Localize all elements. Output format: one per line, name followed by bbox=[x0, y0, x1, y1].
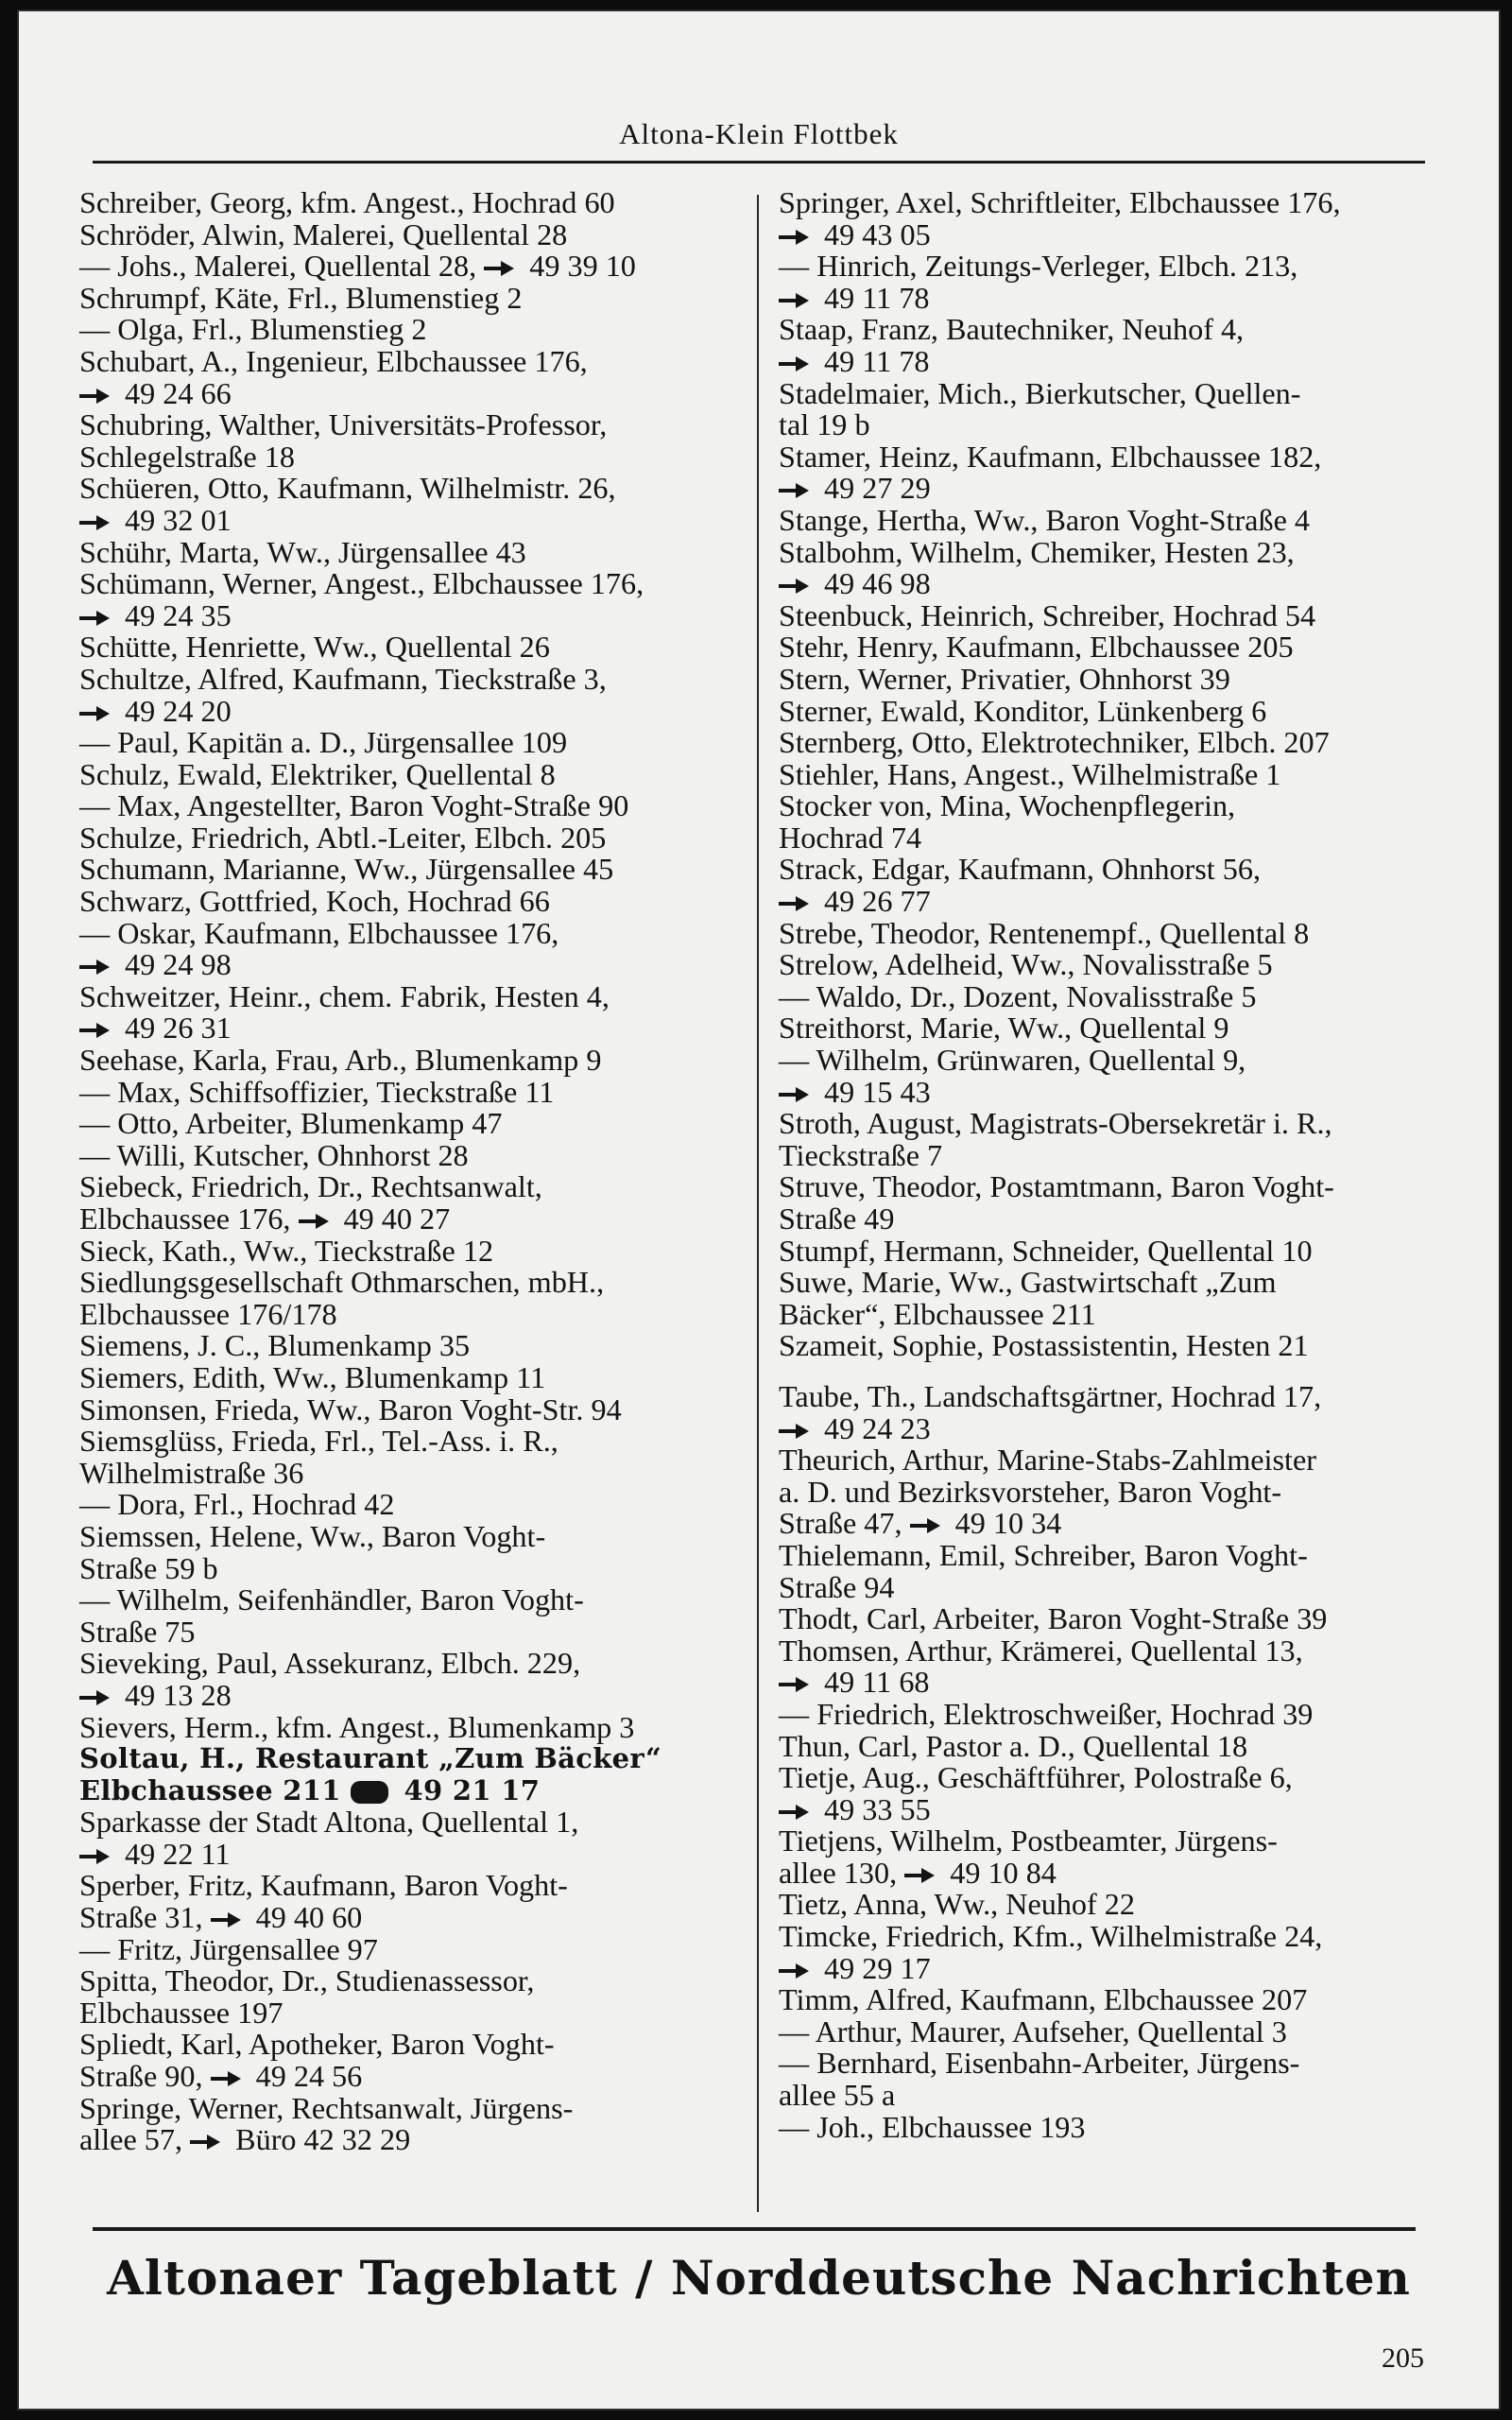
directory-entry bbox=[79, 314, 769, 346]
entry-line: — Johs., Malerei, Quellental 28, 49 39 10 bbox=[79, 249, 636, 284]
directory-entry bbox=[79, 1584, 769, 1648]
telephone-arrow-icon bbox=[779, 229, 811, 246]
directory-entry bbox=[79, 1426, 769, 1489]
directory-entry bbox=[79, 661, 769, 728]
entry-line: — Paul, Kapitän a. D., Jürgensallee 109 bbox=[79, 725, 568, 760]
directory-entry bbox=[779, 1171, 1459, 1235]
entry-line: — Joh., Elbchaussee 193 bbox=[779, 2109, 1086, 2144]
entry-line: Theurich, Arthur, Marine-Stabs-Zahlmeister bbox=[779, 1443, 1316, 1478]
directory-entry bbox=[79, 1233, 769, 1268]
entry-line: Staap, Franz, Bautechniker, Neuhof 4, bbox=[779, 312, 1245, 347]
entry-line: Wilhelmistraße 36 bbox=[79, 1455, 304, 1490]
entry-line: Thomsen, Arthur, Krämerei, Quellental 13, bbox=[779, 1633, 1303, 1668]
telephone-arrow-icon bbox=[79, 1022, 112, 1039]
entry-line: 49 32 01 bbox=[129, 505, 769, 537]
entry-line: Tietz, Anna, Ww., Neuhof 22 bbox=[779, 1887, 1135, 1922]
directory-entry bbox=[779, 1267, 1459, 1330]
entry-line: Tietjens, Wilhelm, Postbeamter, Jürgens- bbox=[779, 1824, 1278, 1858]
entry-line: Soltau, H., Restaurant „Zum Bäcker“ bbox=[79, 1742, 662, 1775]
directory-entry bbox=[79, 1108, 769, 1140]
directory-entry bbox=[779, 915, 1459, 950]
entry-line: — Wilhelm, Grünwaren, Quellental 9, bbox=[779, 1043, 1246, 1078]
entry-line: tal 19 b bbox=[779, 407, 870, 442]
entry-line: Sieveking, Paul, Assekuranz, Elbch. 229, bbox=[79, 1646, 581, 1681]
directory-entry bbox=[79, 216, 769, 251]
directory-entry bbox=[79, 790, 769, 822]
entry-line: Timm, Alfred, Kaufmann, Elbchaussee 207 bbox=[779, 1982, 1308, 2017]
entry-line: 49 15 43 bbox=[828, 1077, 1459, 1109]
directory-entry bbox=[779, 1108, 1459, 1171]
entry-line: Thodt, Carl, Arbeiter, Baron Voght-Straße 39 bbox=[779, 1601, 1328, 1636]
directory-entry bbox=[779, 251, 1459, 314]
directory-entry bbox=[79, 1045, 769, 1077]
directory-entry bbox=[79, 473, 769, 536]
entry-line: — Olga, Frl., Blumenstieg 2 bbox=[79, 312, 427, 347]
entry-line: — Willi, Kutscher, Ohnhorst 28 bbox=[79, 1137, 469, 1172]
directory-entry bbox=[79, 343, 769, 410]
directory-entry bbox=[79, 1359, 769, 1394]
entry-line: — Hinrich, Zeitungs-Verleger, Elbch. 213, bbox=[779, 249, 1298, 284]
directory-entry bbox=[79, 1489, 769, 1521]
entry-line: Strack, Edgar, Kaufmann, Ohnhorst 56, bbox=[779, 852, 1262, 887]
entry-line: Szameit, Sophie, Postassistentin, Hesten 21 bbox=[779, 1328, 1309, 1363]
entry-line: Stalbohm, Wilhelm, Chemiker, Hesten 23, bbox=[779, 534, 1295, 569]
entry-line: Siedlungsgesellschaft Othmarschen, mbH., bbox=[79, 1265, 605, 1300]
entry-line: Schwarz, Gottfried, Koch, Hochrad 66 bbox=[79, 884, 550, 919]
telephone-arrow-icon bbox=[79, 388, 112, 405]
entry-line: Sparkasse der Stadt Altona, Quellental 1, bbox=[79, 1805, 579, 1840]
telephone-arrow-icon bbox=[910, 1517, 942, 1534]
entry-line: Stadelmaier, Mich., Bierkutscher, Quellen- bbox=[779, 375, 1301, 410]
entry-line: Siemsglüss, Frieda, Frl., Tel.-Ass. i. R., bbox=[79, 1424, 558, 1459]
entry-line: Sterner, Ewald, Konditor, Lünkenberg 6 bbox=[779, 693, 1267, 728]
directory-entry bbox=[79, 1330, 769, 1362]
entry-line: Streithorst, Marie, Ww., Quellental 9 bbox=[779, 1011, 1229, 1046]
entry-line: — Oskar, Kaufmann, Elbchaussee 176, bbox=[79, 915, 559, 950]
entry-line: Schrumpf, Käte, Frl., Blumenstieg 2 bbox=[79, 280, 523, 315]
directory-entry bbox=[779, 978, 1459, 1013]
entry-line: Tietje, Aug., Geschäftführer, Polostraße 6, bbox=[779, 1760, 1293, 1795]
directory-entry bbox=[79, 1931, 769, 1966]
entry-line: Spitta, Theodor, Dr., Studienassessor, bbox=[79, 1963, 535, 1998]
telephone-arrow-icon bbox=[779, 895, 811, 912]
entry-line: allee 55 a bbox=[779, 2078, 896, 2113]
telephone-arrow-icon bbox=[779, 1804, 811, 1821]
entry-line: 49 24 20 bbox=[129, 696, 769, 728]
entry-line: Straße 59 b bbox=[79, 1550, 218, 1585]
entry-line: Simonsen, Frieda, Ww., Baron Voght-Str. 94 bbox=[79, 1392, 622, 1426]
directory-entry bbox=[779, 854, 1459, 917]
entry-line: Schütte, Henriette, Ww., Quellental 26 bbox=[79, 630, 550, 665]
telephone-arrow-icon bbox=[779, 1086, 811, 1103]
directory-entry bbox=[779, 2048, 1459, 2111]
telephone-arrow-icon bbox=[484, 260, 516, 277]
directory-entry bbox=[79, 1171, 769, 1235]
directory-entry bbox=[779, 1045, 1459, 1108]
entry-line: 49 11 68 bbox=[828, 1667, 1459, 1699]
directory-entry bbox=[79, 822, 769, 855]
directory-entry bbox=[779, 693, 1459, 728]
entry-line: a. D. und Bezirksvorsteher, Baron Voght- bbox=[779, 1474, 1282, 1509]
entry-line: Stamer, Heinz, Kaufmann, Elbchaussee 182, bbox=[779, 439, 1322, 474]
right-column bbox=[779, 187, 1459, 2143]
directory-entry bbox=[779, 1921, 1459, 1984]
page-number: 205 bbox=[1382, 2342, 1424, 2374]
entry-line: allee 57, Büro 42 32 29 bbox=[79, 2122, 411, 2157]
directory-entry bbox=[79, 187, 769, 219]
directory-entry bbox=[79, 2029, 769, 2092]
entry-line: Stehr, Henry, Kaufmann, Elbchaussee 205 bbox=[779, 630, 1294, 665]
telephone-arrow-icon bbox=[299, 1213, 331, 1230]
directory-entry bbox=[79, 727, 769, 759]
directory-entry bbox=[79, 2090, 769, 2157]
entry-line: — Otto, Arbeiter, Blumenkamp 47 bbox=[79, 1106, 503, 1141]
entry-line: Straße 94 bbox=[779, 1569, 895, 1604]
entry-gap bbox=[779, 1362, 1459, 1381]
entry-line: Schümann, Werner, Angest., Elbchaussee 176, bbox=[79, 566, 644, 601]
directory-entry bbox=[79, 886, 769, 918]
directory-entry bbox=[779, 1889, 1459, 1921]
telephone-arrow-icon bbox=[904, 1867, 936, 1884]
entry-line: Elbchaussee 176/178 bbox=[79, 1296, 337, 1331]
directory-entry bbox=[79, 1518, 769, 1585]
directory-entry bbox=[779, 1696, 1459, 1731]
entry-line: 49 26 31 bbox=[129, 1012, 769, 1045]
entry-line: Hochrad 74 bbox=[779, 820, 922, 855]
entry-line: Schulze, Friedrich, Abtl.-Leiter, Elbch. 205 bbox=[79, 820, 607, 855]
running-head: Altona-Klein Flottbek bbox=[619, 117, 899, 150]
entry-line: — Waldo, Dr., Dozent, Novalisstraße 5 bbox=[779, 978, 1257, 1013]
directory-entry bbox=[779, 949, 1459, 981]
entry-line: Stocker von, Mina, Wochenpflegerin, bbox=[779, 788, 1236, 823]
entry-line: — Fritz, Jürgensallee 97 bbox=[79, 1931, 378, 1966]
directory-entry bbox=[79, 568, 769, 631]
telephone-arrow-icon bbox=[211, 1911, 243, 1928]
entry-line: Siemssen, Helene, Ww., Baron Voght- bbox=[79, 1518, 546, 1553]
entry-line: Stumpf, Hermann, Schneider, Quellental 10 bbox=[779, 1233, 1313, 1268]
telephone-arrow-icon bbox=[211, 2070, 243, 2087]
directory-entry bbox=[79, 915, 769, 982]
entry-line: 49 22 11 bbox=[129, 1839, 769, 1871]
entry-line: Sternberg, Otto, Elektrotechniker, Elbch. 207 bbox=[779, 725, 1330, 760]
directory-entry bbox=[79, 251, 769, 283]
directory-entry bbox=[779, 1728, 1459, 1763]
directory-entry bbox=[779, 631, 1459, 664]
entry-line: Springer, Axel, Schriftleiter, Elbchaussee 176, bbox=[779, 185, 1341, 219]
entry-line: 49 13 28 bbox=[129, 1680, 769, 1712]
directory-entry bbox=[79, 1137, 769, 1172]
entry-line: Springe, Werner, Rechtsanwalt, Jürgens- bbox=[79, 2090, 574, 2125]
entry-line: Schweitzer, Heinr., chem. Fabrik, Hesten 4, bbox=[79, 978, 610, 1013]
directory-entry bbox=[79, 1394, 769, 1426]
entry-line: 49 29 17 bbox=[828, 1953, 1459, 1985]
entry-line: Schubart, A., Ingenieur, Elbchaussee 176, bbox=[79, 343, 588, 378]
directory-entry bbox=[79, 1267, 769, 1330]
directory-entry bbox=[79, 534, 769, 569]
directory-entry bbox=[79, 854, 769, 886]
directory-entry bbox=[779, 187, 1459, 251]
entry-line: 49 24 98 bbox=[129, 949, 769, 981]
directory-entry bbox=[79, 1648, 769, 1711]
header-rule bbox=[93, 161, 1425, 164]
directory-entry bbox=[779, 2109, 1459, 2144]
telephone-arrow-icon bbox=[779, 1962, 811, 1979]
entry-line: Siemers, Edith, Ww., Blumenkamp 11 bbox=[79, 1359, 546, 1394]
entry-line: Schulz, Ewald, Elektriker, Quellental 8 bbox=[79, 756, 556, 791]
telephone-arrow-icon bbox=[779, 578, 811, 595]
entry-line: Suwe, Marie, Ww., Gastwirtschaft „Zum bbox=[779, 1265, 1277, 1300]
entry-line: Straße 47, 49 10 34 bbox=[779, 1506, 1062, 1541]
directory-entry bbox=[79, 1870, 769, 1933]
telephone-arrow-icon bbox=[79, 1689, 112, 1706]
directory-entry bbox=[779, 502, 1459, 537]
entry-line: Thielemann, Emil, Schreiber, Baron Voght- bbox=[779, 1537, 1308, 1572]
entry-line: Schubring, Walther, Universitäts-Professor, bbox=[79, 407, 608, 442]
entry-line: Spliedt, Karl, Apotheker, Baron Voght- bbox=[79, 2027, 555, 2062]
entry-line: — Max, Schiffsoffizier, Tieckstraße 11 bbox=[79, 1074, 555, 1109]
entry-line: Siebeck, Friedrich, Dr., Rechtsanwalt, bbox=[79, 1169, 542, 1204]
directory-entry bbox=[779, 1635, 1459, 1699]
directory-entry bbox=[79, 631, 769, 664]
directory-entry bbox=[779, 1603, 1459, 1635]
telephone-arrow-icon bbox=[79, 514, 112, 531]
entry-line: 49 11 78 bbox=[828, 346, 1459, 378]
entry-line: Schüeren, Otto, Kaufmann, Wilhelmistr. 26, bbox=[79, 471, 616, 506]
entry-line: Straße 75 bbox=[79, 1614, 196, 1649]
directory-entry bbox=[779, 727, 1459, 759]
entry-line: Schumann, Marianne, Ww., Jürgensallee 45 bbox=[79, 852, 614, 887]
directory-entry bbox=[79, 756, 769, 791]
directory-entry bbox=[779, 375, 1459, 442]
entry-line: Seehase, Karla, Frau, Arb., Blumenkamp 9 bbox=[79, 1043, 602, 1078]
directory-entry bbox=[779, 1762, 1459, 1825]
directory-entry bbox=[779, 534, 1459, 601]
directory-entry bbox=[79, 1709, 769, 1744]
entry-line: — Bernhard, Eisenbahn-Arbeiter, Jürgens- bbox=[779, 2046, 1300, 2081]
directory-entry bbox=[779, 1330, 1459, 1362]
entry-line: Timcke, Friedrich, Kfm., Wilhelmistraße 24, bbox=[779, 1919, 1323, 1954]
entry-line: Sperber, Fritz, Kaufmann, Baron Voght- bbox=[79, 1868, 568, 1903]
entry-line: — Max, Angestellter, Baron Voght-Straße 90 bbox=[79, 788, 629, 823]
entry-line: Schreiber, Georg, kfm. Angest., Hochrad 60 bbox=[79, 185, 615, 219]
entry-line: Sievers, Herm., kfm. Angest., Blumenkamp 3 bbox=[79, 1709, 635, 1744]
entry-line: Siemens, J. C., Blumenkamp 35 bbox=[79, 1328, 471, 1363]
entry-line: Strebe, Theodor, Rentenempf., Quellental 8 bbox=[779, 915, 1310, 950]
directory-entry bbox=[779, 1825, 1459, 1889]
directory-entry bbox=[779, 790, 1459, 854]
directory-entry-advert bbox=[79, 1743, 769, 1806]
entry-line: Struve, Theodor, Postamtmann, Baron Voght- bbox=[779, 1169, 1334, 1204]
entry-line: Strelow, Adelheid, Ww., Novalisstraße 5 bbox=[779, 947, 1273, 982]
directory-entry bbox=[779, 597, 1459, 632]
directory-entry bbox=[779, 756, 1459, 791]
entry-line: 49 24 66 bbox=[129, 378, 769, 410]
directory-entry bbox=[779, 661, 1459, 696]
telephone-arrow-icon bbox=[79, 610, 112, 627]
directory-entry bbox=[79, 280, 769, 315]
entry-line: Straße 49 bbox=[779, 1201, 895, 1236]
entry-line: 49 27 29 bbox=[828, 473, 1459, 505]
entry-line: Sieck, Kath., Ww., Tieckstraße 12 bbox=[79, 1233, 494, 1268]
telephone-arrow-icon bbox=[779, 1423, 811, 1440]
directory-entry bbox=[79, 978, 769, 1046]
entry-line: Schühr, Marta, Ww., Jürgensallee 43 bbox=[79, 534, 526, 569]
telephone-arrow-icon bbox=[79, 705, 112, 722]
entry-line: Straße 31, 49 40 60 bbox=[79, 1900, 363, 1935]
directory-entry bbox=[79, 1806, 769, 1870]
directory-entry bbox=[79, 1074, 769, 1109]
directory-entry bbox=[779, 441, 1459, 505]
entry-line: — Arthur, Maurer, Aufseher, Quellental 3 bbox=[779, 2014, 1287, 2048]
footer-banner: Altonaer Tageblatt / Norddeutsche Nachrichten bbox=[107, 2250, 1411, 2306]
entry-line: 49 43 05 bbox=[828, 219, 1459, 251]
entry-line: 49 26 77 bbox=[828, 886, 1459, 918]
entry-line: Elbchaussee 197 bbox=[79, 1995, 284, 2030]
directory-entry bbox=[779, 1012, 1459, 1045]
telephone-arrow-icon bbox=[779, 292, 811, 309]
entry-line: Bäcker“, Elbchaussee 211 bbox=[779, 1296, 1096, 1331]
telephone-arrow-icon bbox=[779, 1676, 811, 1693]
entry-line: — Friedrich, Elektroschweißer, Hochrad 39 bbox=[779, 1696, 1314, 1731]
entry-line: 49 24 35 bbox=[129, 600, 769, 632]
directory-entry bbox=[779, 1537, 1459, 1604]
directory-entry bbox=[779, 2016, 1459, 2048]
entry-line: Schröder, Alwin, Malerei, Quellental 28 bbox=[79, 216, 568, 251]
entry-line: 49 46 98 bbox=[828, 568, 1459, 600]
entry-line: Straße 90, 49 24 56 bbox=[79, 2059, 363, 2094]
left-column bbox=[79, 187, 769, 2156]
entry-line: — Wilhelm, Seifenhändler, Baron Voght- bbox=[79, 1582, 584, 1617]
entry-line: allee 130, 49 10 84 bbox=[779, 1855, 1057, 1890]
telephone-arrow-icon bbox=[190, 2134, 222, 2151]
entry-line: Steenbuck, Heinrich, Schreiber, Hochrad 54 bbox=[779, 597, 1316, 632]
entry-line: Schlegelstraße 18 bbox=[79, 439, 295, 474]
telephone-arrow-icon bbox=[779, 482, 811, 499]
entry-line: Tieckstraße 7 bbox=[779, 1137, 943, 1172]
entry-line: Schultze, Alfred, Kaufmann, Tieckstraße 3, bbox=[79, 661, 607, 696]
telephone-arrow-icon bbox=[351, 1781, 388, 1804]
directory-entry bbox=[779, 1378, 1459, 1445]
entry-line: 49 11 78 bbox=[828, 283, 1459, 315]
telephone-arrow-icon bbox=[79, 959, 112, 976]
telephone-arrow-icon bbox=[779, 355, 811, 372]
directory-entry bbox=[779, 1444, 1459, 1540]
directory-entry bbox=[79, 409, 769, 473]
entry-line: Elbchaussee 176, 49 40 27 bbox=[79, 1201, 451, 1236]
directory-entry bbox=[779, 1233, 1459, 1268]
directory-entry bbox=[779, 314, 1459, 377]
directory-entry bbox=[779, 1984, 1459, 2016]
directory-entry bbox=[79, 1965, 769, 2029]
directory-page bbox=[17, 9, 1501, 2411]
entry-line: Stiehler, Hans, Angest., Wilhelmistraße 1 bbox=[779, 756, 1281, 791]
entry-line: Stern, Werner, Privatier, Ohnhorst 39 bbox=[779, 661, 1230, 696]
column-divider bbox=[757, 195, 759, 2212]
telephone-arrow-icon bbox=[79, 1848, 112, 1865]
entry-line: Elbchaussee 211 49 21 17 bbox=[79, 1773, 541, 1806]
entry-line: Thun, Carl, Pastor a. D., Quellental 18 bbox=[779, 1728, 1248, 1763]
entry-line: Taube, Th., Landschaftsgärtner, Hochrad 17, bbox=[779, 1378, 1322, 1413]
entry-line: 49 24 23 bbox=[828, 1413, 1459, 1445]
entry-line: 49 33 55 bbox=[828, 1794, 1459, 1826]
entry-line: Stange, Hertha, Ww., Baron Voght-Straße 4 bbox=[779, 502, 1310, 537]
entry-line: — Dora, Frl., Hochrad 42 bbox=[79, 1487, 395, 1522]
footer-rule bbox=[93, 2227, 1416, 2231]
entry-line: Stroth, August, Magistrats-Obersekretär i. R., bbox=[779, 1106, 1332, 1141]
